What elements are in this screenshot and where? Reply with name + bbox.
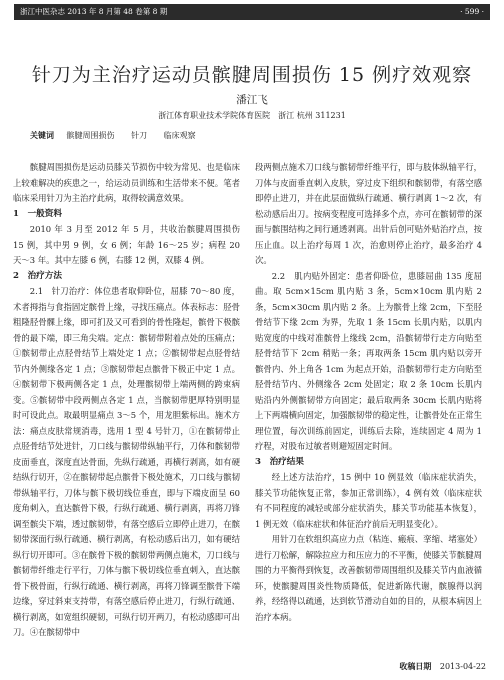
discussion-paragraph: 用针刀在软组织高应力点（粘连、瘢痕、挛缩、堵塞处）进行刀松解，解除拉应力和压应力的不平衡，使膝关节髌腱周围的力平衡得到恢复，改善髌韧带周围组织及膝关节内血液循环，使髌腱周围炎性物质降低，促进新陈代谢，髌腺得以润养，经络得以疏通，达到软节滑动自如的目的，从根本病因上治疗本病。	[255, 534, 482, 622]
general-data-paragraph: 2010 年 3 月至 2012 年 5 月，共收治髌腱周围损伤 15 例，其中男 9 例，女 6 例；年龄 16～25 岁；病程 20 天～3 年。其中左膝 6 例，右膝 12 例，双膝 4 例。	[13, 224, 240, 265]
received-value: 2013-04-22	[439, 662, 486, 671]
section-heading: 3 治疗结果	[255, 456, 304, 467]
keyword: 髌腱周围损伤	[66, 131, 115, 140]
keyword: 针刀	[131, 131, 148, 140]
keywords-label: 关键词	[30, 130, 54, 140]
section-heading: 2 治疗方法	[13, 270, 62, 281]
affiliation: 浙江体育职业技术学院体育医院 浙江 杭州 311231	[158, 111, 346, 120]
keywords	[30, 130, 210, 141]
article-title: 针刀为主治疗运动员髌腱周围损伤 15 例疗效观察	[31, 64, 473, 86]
intro-paragraph: 髌腱周围损伤是运动员膝关节损伤中较为常见、也是临床上较难解决的疾患之一，给运动员训练和生活带来不便。笔者临床采用针刀为主治疗此病，取得较满意效果。	[13, 162, 240, 203]
results-paragraph: 经上述方法治疗，15 例中 10 例显效（临床症状消失，膝关节功能恢复正常，参加正常训练），4 例有效（临床症状有不同程度的减轻或部分症状消失，膝关节功能基本恢复），1 例无效（临床症状和体征治疗前后无明显变化）。	[255, 472, 482, 529]
header-bar	[14, 4, 490, 20]
continued-paragraph: 段两侧点施术刀口线与髌韧带纤维平行，即与肢体纵轴平行，刀体与皮面垂直刺入皮肤，穿过皮下组织和髌韧带，有落空感即停止进刀，并在此层面做纵行疏通、横行剥离 1～2 次，有松动感后出刀。按病变程度可选择多个点，亦可在髌韧带的深面与髌围结构之间行通透剥离。出针后创可贴外贴治疗点，按压止血。以上治疗每周 1 次，治愈则停止治疗，最多治疗 4 次。	[255, 162, 482, 265]
received-date	[399, 661, 486, 672]
journal-info: 浙江中医杂志 2013 年 8 月第 48 卷第 8 期	[20, 7, 168, 16]
received-label: 收稿日期	[399, 661, 432, 671]
author-name: 潘江飞	[236, 94, 268, 106]
section-heading: 1 一般资料	[13, 208, 62, 219]
page-number: · 599 ·	[460, 7, 484, 16]
keyword: 临床观察	[163, 131, 196, 140]
right-column	[255, 160, 482, 625]
running-header	[14, 4, 490, 42]
left-column	[13, 160, 240, 641]
taping-paragraph: 2.2 肌内贴外固定：患者仰卧位，患膝屈曲 135 度屈曲。取 5cm×15cm 肌内贴 3 条，5cm×10cm 肌内贴 2 条，5cm×30cm 肌内贴 2 条。上为髌骨上缘 2cm，下至胫骨结节下缘 2cm 为界，先取 1 条 15cm 长肌内贴，以肌内贴宽度的中线对准髌骨上缘线 2cm，沿髌韧带行走方向贴至胫骨结节下 2cm 稍贴一条；再取两条 15cm 肌内贴以旁开髌骨内、外上角各 1cm 为起点开始，沿髌韧带行走方向贴至胫骨结节内、外侧缘各 2cm 处固定；取 2 条 10cm 长肌内贴沿内外侧髌韧带方向固定；最后取两条 30cm 长肌内贴将上下两端横向固定，加强髌韧带的稳定性，让髌骨处在正常生理位置，每次训练前固定，训练后去除，连续固定 4 周为 1 疗程，对股布过敏者则避短固定时间。	[255, 270, 482, 451]
acupotomy-paragraph: 2.1 针刀治疗：体位患者取仰卧位，屈膝 70～80 度，术者拇指与食指固定髌骨上缘，寻找压痛点。体表标志：胫骨粗隆胫骨髁上缘，即可扪及又可看到的骨性隆起，髌骨下极髌骨的最下端，即三角尖端。定点：髌韧带附着点处的压痛点；①髌韧带止点胫骨结节上端处定 1 点；②髌韧带起点胫骨结节内外侧缘各定 1 点；③髌韧带起点髌骨下极正中定 1 点。④髌韧带下极两侧各定 1 点，处理髌韧带上端两侧的跨束病变。⑤髌韧带中段两侧点各定 1 点，当髌韧带肥厚特别明显时可设此点。取最明显痛点 3～5 个，用龙胆紫标出。施术方法：痛点皮肤常规消毒，选用 1 型 4 号针刀，①在髌韧带止点胫骨结节处进针，刀口线与髌韧带纵轴平行，刀体和髌韧带皮面垂直，深度直达骨面，先纵行疏通，再横行剥离，如有硬结纵行切开，②在髌韧带起点髌骨下极处施术，刀口线与髌韧带纵轴平行，刀体与髌下极切线位垂直，即与下端皮面呈 60 度角刺入，直达髌骨下极，行纵行疏通、横行剥离，再将刀锋调至髌尖下端，透过髌韧带，有落空感后立即停止进刀，在髌韧带深面行纵行疏通、横行剥离，有松动感后出刀，如有硬结纵行切开即可。③在髌骨下极的髌韧带两侧点施术，刀口线与髌韧带纤维走行平行，刀体与髌下极切线位垂直刺入，直达髌骨下极骨面，行纵行疏通、横行剥离，再将刀锋调至髌骨下端边缘，穿过斜束支持带，有落空感后停止进刀，行纵行疏通、横行剥离，如宽组织硬韧，可纵行切开两刀，有松动感即可出刀。④在髌韧带中	[13, 286, 240, 637]
